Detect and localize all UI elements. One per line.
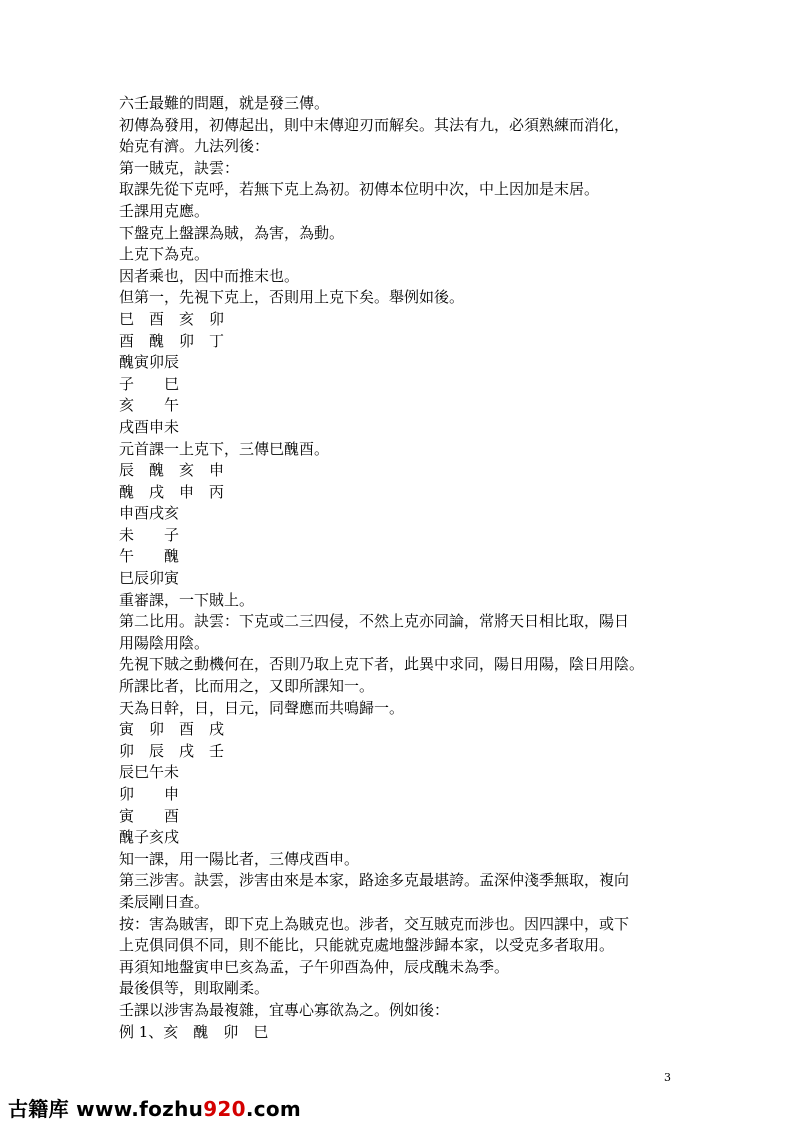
text-line: 初傳為發用，初傳起出，則中末傳迎刃而解矣。其法有九，必須熟練而消化，	[119, 115, 630, 134]
text-line: 申酉戌亥	[119, 504, 180, 523]
text-line: 寅 酉	[119, 806, 180, 825]
text-line: 壬課以涉害為最複雜，宜專心寡欲為之。例如後：	[119, 1000, 450, 1019]
watermark	[8, 1093, 301, 1122]
text-line: 柔辰剛日查。	[119, 892, 210, 911]
text-line: 最後俱等，則取剛柔。	[119, 979, 270, 998]
text-line: 巳 酉 亥 卯	[119, 309, 225, 328]
text-line: 六壬最難的問題，就是發三傳。	[119, 94, 330, 112]
text-line: 亥 午	[119, 396, 180, 415]
text-line: 第三涉害。訣雲，涉害由來是本家，路途多克最堪誇。孟深仲淺季無取，複向	[119, 871, 630, 890]
text-line: 辰巳午未	[119, 763, 180, 782]
text-line: 辰 醜 亥 申	[119, 461, 225, 480]
text-line: 所課比者，比而用之，又即所課知一。	[119, 677, 375, 696]
text-line: 用陽陰用陰。	[119, 633, 210, 652]
text-line: 按：害為賊害，即下克上為賊克也。涉者，交互賊克而涉也。因四課中，或下	[119, 914, 630, 933]
watermark-url-suffix: .com	[245, 1097, 302, 1121]
text-line: 醜子亥戌	[119, 828, 180, 847]
text-line: 元首課一上克下，三傳巳醜酉。	[119, 439, 330, 458]
text-line: 先視下賊之動機何在，否則乃取上克下者，此異中求同，陽日用陽，陰日用陰。	[119, 655, 645, 674]
text-line: 未 子	[119, 525, 180, 544]
text-line: 巳辰卯寅	[119, 569, 180, 588]
text-line: 壬課用克應。	[119, 201, 210, 220]
text-line: 重審課，一下賊上。	[119, 590, 255, 609]
text-line: 取課先從下克呼，若無下克上為初。初傳本位明中次，中上因加是末居。	[119, 180, 600, 199]
text-line: 再須知地盤寅申巳亥為孟，子午卯酉為仲，辰戌醜未為季。	[119, 957, 510, 976]
text-line: 天為日幹，日，日元，同聲應而共鳴歸一。	[119, 698, 405, 717]
text-line: 因者乘也，因中而推末也。	[119, 266, 300, 285]
text-line: 酉 醜 卯 丁	[119, 331, 225, 350]
text-line: 子 巳	[119, 374, 180, 393]
text-line: 上克俱同俱不同，則不能比，只能就克處地盤涉歸本家，以受克多者取用。	[119, 936, 615, 955]
text-line: 例 1、亥 醜 卯 巳	[119, 1022, 269, 1041]
text-line: 卯 申	[119, 785, 180, 803]
page-number: 3	[664, 1071, 671, 1084]
watermark-brand: 古籍库	[8, 1097, 69, 1121]
watermark-url	[76, 1097, 301, 1121]
text-line: 始克有濟。九法列後：	[119, 137, 270, 156]
text-line: 寅 卯 酉 戌	[119, 720, 225, 739]
text-line: 下盤克上盤課為賊，為害，為動。	[119, 223, 345, 242]
text-line: 但第一，先視下克上，否則用上克下矣。舉例如後。	[119, 288, 465, 307]
text-line: 午 醜	[119, 547, 180, 566]
text-line: 醜 戌 申 丙	[119, 482, 225, 501]
text-line: 醜寅卯辰	[119, 353, 180, 372]
text-line: 知一課，用一陽比者，三傳戌酉申。	[119, 849, 360, 868]
text-line: 第一賊克，訣雲：	[119, 158, 240, 177]
watermark-url-digits: 920	[203, 1097, 246, 1121]
page-content	[119, 93, 679, 1043]
text-line: 上克下為克。	[119, 245, 210, 264]
text-line: 戌酉申未	[119, 417, 180, 436]
watermark-url-prefix: www.fozhu	[76, 1097, 204, 1121]
text-line: 卯 辰 戌 壬	[119, 741, 225, 760]
text-line: 第二比用。訣雲：下克或二三四侵，不然上克亦同論，常將天日相比取，陽日	[119, 612, 630, 631]
